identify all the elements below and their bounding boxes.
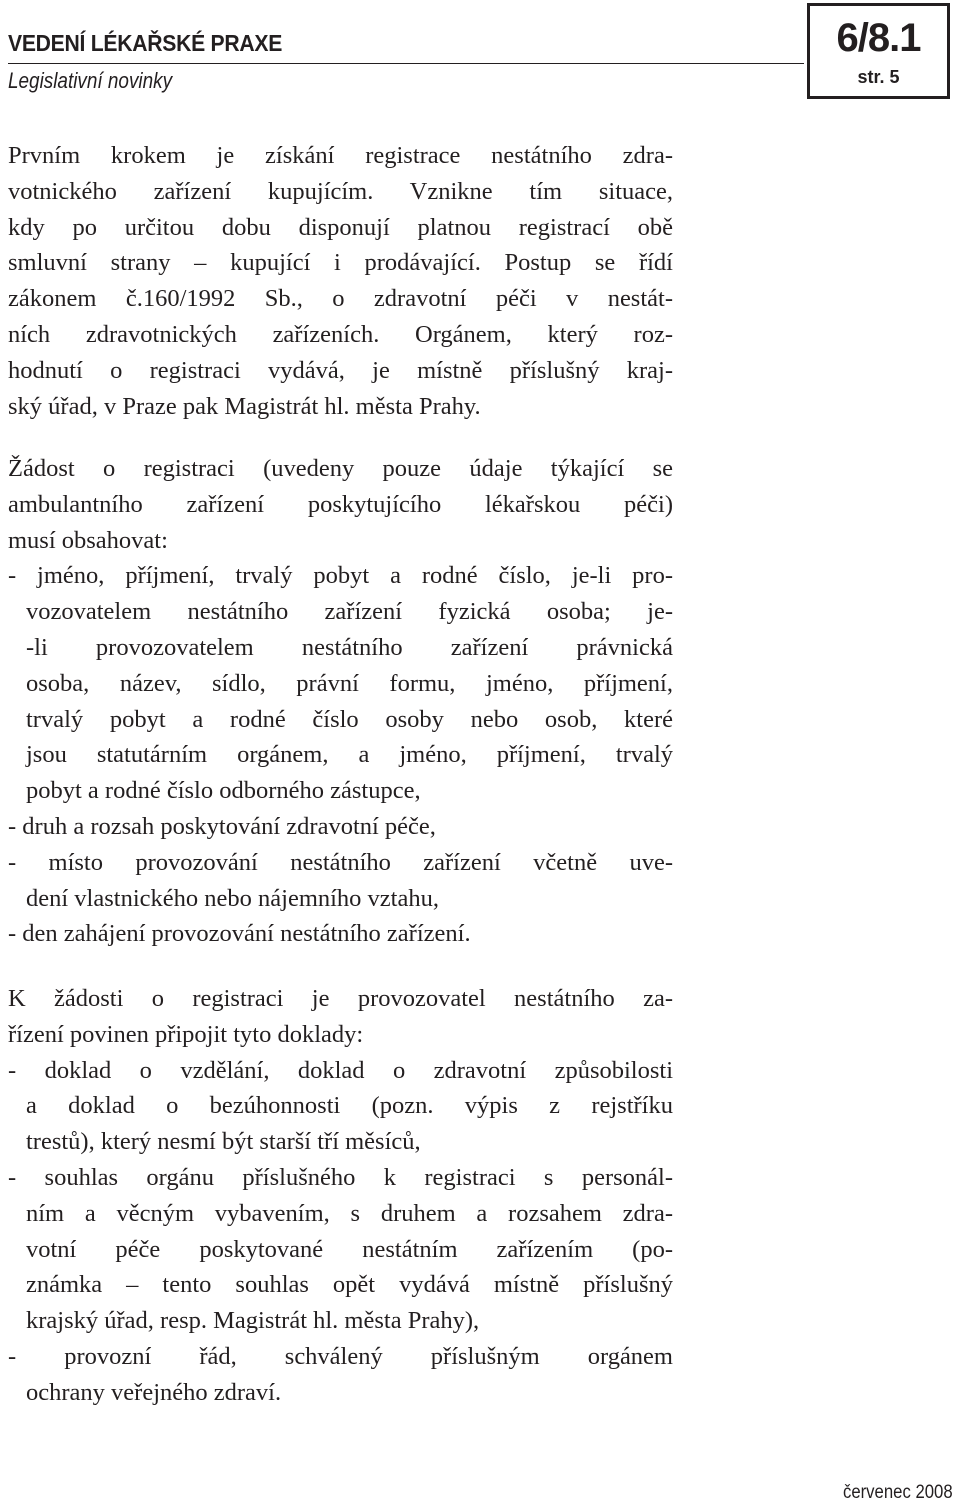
list-item-line: trestů), který nesmí být starší tří měsíců,: [26, 1128, 421, 1156]
section-box: [807, 3, 950, 99]
list-item-line: -li provozovatelem nestátního zařízení právnická: [26, 633, 673, 661]
list-item-line: vozovatelem nestátního zařízení fyzická osoba; je-: [26, 598, 673, 626]
header-rule: [8, 63, 804, 64]
paragraph-2: [8, 451, 673, 952]
footer-date: červenec 2008: [843, 1482, 953, 1503]
list-item-line: osoba, název, sídlo, právní formu, jméno, příjmení,: [26, 669, 673, 697]
list-item-line: pobyt a rodné číslo odborného zástupce,: [26, 777, 421, 805]
text-line: řízení povinen připojit tyto doklady:: [8, 1020, 364, 1048]
list-item-line: - místo provozování nestátního zařízení včetně uve-: [8, 848, 673, 876]
list-item-line: - souhlas orgánu příslušného k registraci s personál-: [8, 1163, 673, 1191]
paragraph-1: [8, 138, 673, 424]
text-line: votnického zařízení kupujícím. Vznikne tím situace,: [8, 177, 673, 205]
text-line: ambulantního zařízení poskytujícího lékařskou péči): [8, 490, 673, 518]
text-line: zákonem č.160/1992 Sb., o zdravotní péči v nestát-: [8, 285, 673, 313]
text-line: Žádost o registraci (uvedeny pouze údaje týkající se: [8, 455, 673, 482]
list-item-line: známka – tento souhlas opět vydává místně příslušný: [26, 1271, 673, 1299]
list-item-line: a doklad o bezúhonnosti (pozn. výpis z rejstříku: [26, 1092, 673, 1120]
page-number: str. 5: [857, 67, 900, 87]
list-item-line: ním a věcným vybavením, s druhem a rozsahem zdra-: [26, 1199, 673, 1227]
list-item-line: krajský úřad, resp. Magistrát hl. města Prahy),: [26, 1307, 480, 1335]
text-line: musí obsahovat:: [8, 526, 168, 554]
list-item-line: - provozní řád, schválený příslušným orgánem: [8, 1342, 673, 1370]
header-subtitle: Legislativní novinky: [8, 68, 173, 93]
list-item-line: ochrany veřejného zdraví.: [26, 1378, 282, 1406]
text-line: hodnutí o registraci vydává, je místně příslušný kraj-: [8, 356, 673, 384]
list-item-line: - jméno, příjmení, trvalý pobyt a rodné číslo, je-li pro-: [8, 562, 673, 590]
text-line: Prvním krokem je získání registrace nestátního zdra-: [8, 142, 673, 169]
text-line: K žádosti o registraci je provozovatel nestátního za-: [8, 985, 673, 1012]
paragraph-3: [8, 981, 673, 1411]
text-line: ský úřad, v Praze pak Magistrát hl. města Prahy.: [8, 392, 481, 420]
list-item-line: dení vlastnického nebo nájemního vztahu,: [26, 884, 439, 912]
list-item-line: - doklad o vzdělání, doklad o zdravotní způsobilosti: [8, 1056, 673, 1084]
header-title: VEDENÍ LÉKAŘSKÉ PRAXE: [8, 30, 283, 56]
list-item-line: jsou statutárním orgánem, a jméno, příjmení, trvalý: [26, 741, 673, 769]
text-line: ních zdravotnických zařízeních. Orgánem, který roz-: [8, 320, 673, 348]
text-line: kdy po určitou dobu disponují platnou registrací obě: [8, 213, 673, 241]
list-item-line: - druh a rozsah poskytování zdravotní péče,: [8, 812, 436, 840]
text-line: smluvní strany – kupující i prodávající. Postup se řídí: [8, 249, 673, 277]
list-item-line: trvalý pobyt a rodné číslo osoby nebo osob, které: [26, 705, 673, 733]
list-item-line: votní péče poskytované nestátním zařízením (po-: [26, 1235, 673, 1263]
section-number: 6/8.1: [836, 16, 921, 60]
list-item-line: - den zahájení provozování nestátního zařízení.: [8, 920, 471, 948]
